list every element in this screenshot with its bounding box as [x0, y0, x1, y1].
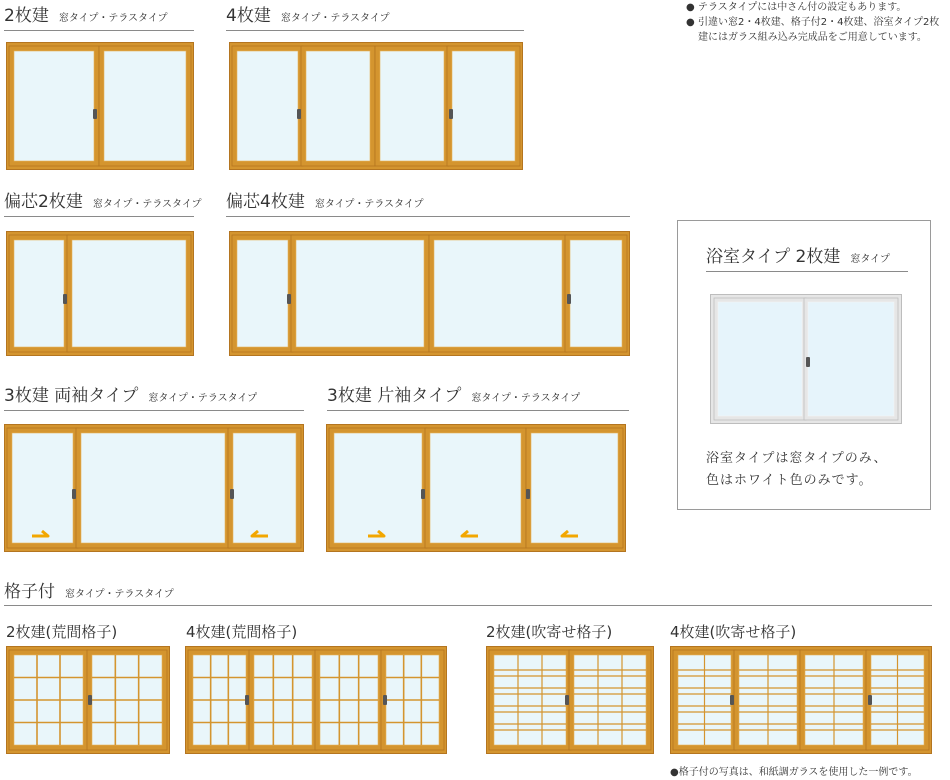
latch-icon — [88, 695, 92, 705]
window-four — [229, 42, 523, 170]
glass-pane — [452, 51, 515, 161]
latch-icon — [421, 489, 425, 499]
section-title-offset-four: 偏芯4枚建 窓タイプ・テラスタイプ — [226, 192, 424, 212]
divider — [706, 271, 908, 272]
section-title-three-both: 3枚建 両袖タイプ 窓タイプ・テラスタイプ — [4, 386, 258, 406]
window-lattice-four-coarse — [185, 646, 447, 754]
section-title-offset-two: 偏芯2枚建 窓タイプ・テラスタイプ — [4, 192, 202, 212]
window-three-one — [326, 424, 626, 552]
lattice-label-3: 2枚建(吹寄せ格子) — [486, 623, 613, 641]
latch-icon — [287, 294, 291, 304]
latch-icon — [565, 695, 569, 705]
window-lattice-two-coarse — [6, 646, 170, 754]
latch-icon — [72, 489, 76, 499]
latch-icon — [383, 695, 387, 705]
window-three-both — [4, 424, 304, 552]
section-title-three-one: 3枚建 片袖タイプ 窓タイプ・テラスタイプ — [327, 386, 581, 406]
bath-type-panel — [677, 220, 931, 510]
latch-icon — [230, 489, 234, 499]
latch-icon — [526, 489, 530, 499]
lattice-label-2: 4枚建(荒間格子) — [186, 623, 298, 641]
glass-pane — [81, 433, 225, 543]
glass-pane — [104, 51, 186, 161]
divider — [4, 30, 194, 31]
glass-pane — [12, 433, 73, 543]
glass-pane — [72, 240, 186, 347]
glass-pane — [334, 433, 422, 543]
window-bath — [710, 294, 902, 424]
glass-pane — [237, 240, 288, 347]
latch-icon — [868, 695, 872, 705]
latch-icon — [245, 695, 249, 705]
divider — [226, 216, 630, 217]
glass-pane — [574, 655, 646, 745]
latch-icon — [63, 294, 67, 304]
window-lattice-two-fukiyose — [486, 646, 654, 754]
glass-pane — [570, 240, 622, 347]
glass-pane — [531, 433, 618, 543]
lattice-label-4: 4枚建(吹寄せ格子) — [670, 623, 797, 641]
divider — [4, 605, 932, 606]
glass-pane — [808, 302, 894, 416]
window-offset-two — [6, 231, 194, 356]
divider — [327, 410, 629, 411]
glass-pane — [380, 51, 444, 161]
bath-description: 浴室タイプは窓タイプのみ、 色はホワイト色のみです。 — [706, 451, 888, 488]
glass-pane — [306, 51, 370, 161]
notes — [686, 0, 948, 45]
section-title-four: 4枚建 窓タイプ・テラスタイプ — [226, 6, 390, 26]
glass-pane — [718, 302, 802, 416]
section-title-two: 2枚建 窓タイプ・テラスタイプ — [4, 6, 168, 26]
note-1: ● テラスタイプには中さん付の設定もあります。 — [686, 0, 948, 15]
glass-pane — [494, 655, 566, 745]
window-two — [6, 42, 194, 170]
glass-pane — [296, 240, 424, 347]
divider — [4, 410, 304, 411]
latch-icon — [449, 109, 453, 119]
latch-icon — [297, 109, 301, 119]
latch-icon — [567, 294, 571, 304]
glass-pane — [233, 433, 296, 543]
glass-pane — [434, 240, 562, 347]
divider — [4, 216, 194, 217]
section-title-bath: 浴室タイプ 2枚建 窓タイプ — [706, 247, 890, 267]
glass-pane — [14, 51, 94, 161]
glass-pane — [430, 433, 521, 543]
section-title-lattice: 格子付 窓タイプ・テラスタイプ — [4, 582, 174, 602]
latch-icon — [730, 695, 734, 705]
footnote: ●格子付の写真は、和紙調ガラスを使用した一例です。 — [670, 767, 918, 778]
window-lattice-four-fukiyose — [670, 646, 932, 754]
glass-pane — [14, 240, 64, 347]
latch-icon — [806, 357, 810, 367]
divider — [226, 30, 524, 31]
lattice-label-1: 2枚建(荒間格子) — [6, 623, 118, 641]
window-offset-four — [229, 231, 630, 356]
latch-icon — [93, 109, 97, 119]
note-2: ● 引違い窓2・4枚建、格子付2・4枚建、浴室タイプ2枚建にはガラス組み込み完成品をご用意しています。 — [686, 15, 948, 45]
glass-pane — [237, 51, 298, 161]
